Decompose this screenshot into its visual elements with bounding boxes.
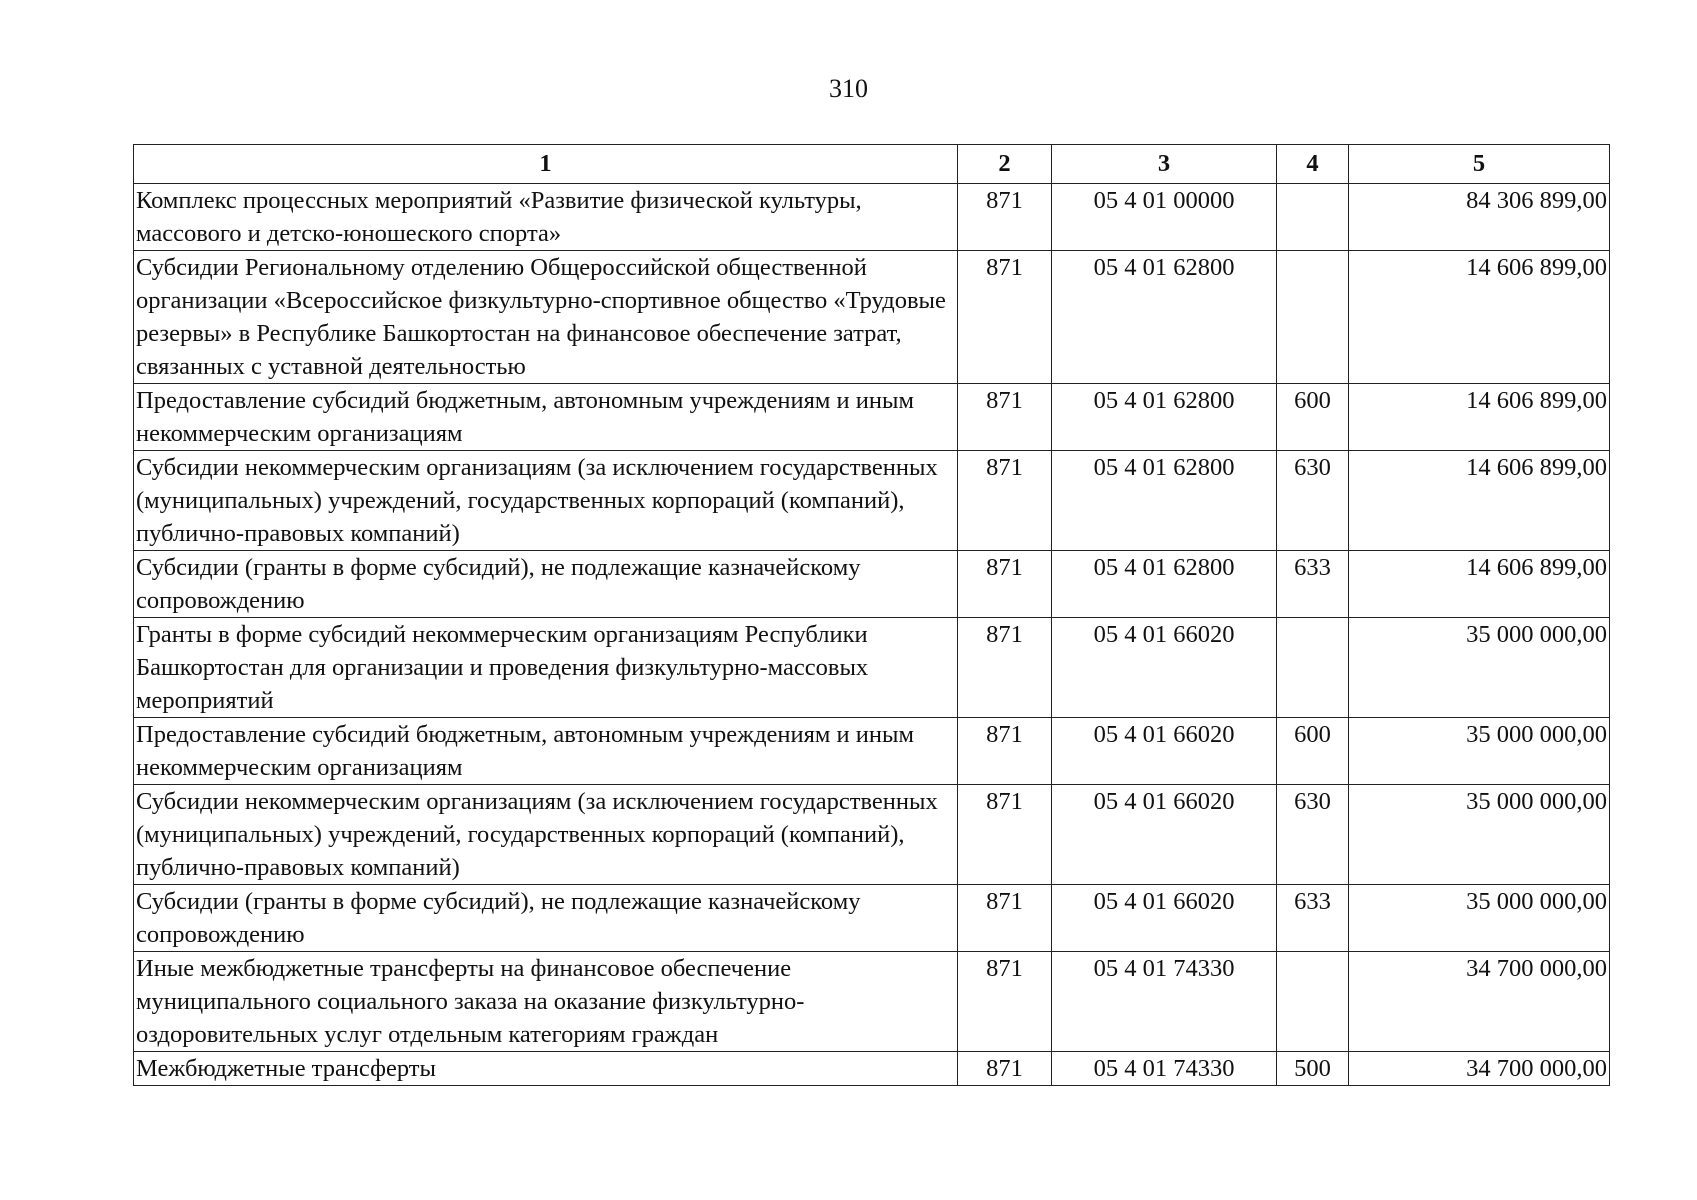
row-name: Иные межбюджетные трансферты на финансовое обеспечение муниципального социального заказа на оказание физкультурно-оздоровительных услуг отдельным категориям граждан <box>134 952 958 1052</box>
row-amount: 35 000 000,00 <box>1349 718 1610 785</box>
row-expense-type: 600 <box>1277 384 1349 451</box>
row-name: Субсидии Региональному отделению Общероссийской общественной организации «Всероссийское физкультурно-спортивное общество «Трудовые резервы» в Республике Башкортостан на финансовое обеспечение затрат, связанных с уставной деятельностью <box>134 251 958 384</box>
row-target-code: 05 4 01 62800 <box>1052 384 1277 451</box>
row-expense-type: 633 <box>1277 551 1349 618</box>
row-amount: 34 700 000,00 <box>1349 952 1610 1052</box>
row-target-code: 05 4 01 66020 <box>1052 885 1277 952</box>
table-row <box>134 885 1610 952</box>
row-amount: 35 000 000,00 <box>1349 618 1610 718</box>
row-admin-code: 871 <box>958 251 1052 384</box>
table-row <box>134 785 1610 885</box>
row-admin-code: 871 <box>958 1052 1052 1086</box>
row-target-code: 05 4 01 66020 <box>1052 718 1277 785</box>
column-header-csr: 3 <box>1052 145 1277 184</box>
page-number: 310 <box>829 74 868 103</box>
row-amount: 35 000 000,00 <box>1349 885 1610 952</box>
row-admin-code: 871 <box>958 184 1052 251</box>
row-amount: 35 000 000,00 <box>1349 785 1610 885</box>
row-admin-code: 871 <box>958 451 1052 551</box>
row-name: Комплекс процессных мероприятий «Развитие физической культуры, массового и детско-юношеского спорта» <box>134 184 958 251</box>
row-target-code: 05 4 01 74330 <box>1052 1052 1277 1086</box>
row-target-code: 05 4 01 74330 <box>1052 952 1277 1052</box>
table-row <box>134 384 1610 451</box>
row-target-code: 05 4 01 62800 <box>1052 451 1277 551</box>
table-row <box>134 1052 1610 1086</box>
table-row <box>134 551 1610 618</box>
row-admin-code: 871 <box>958 885 1052 952</box>
row-admin-code: 871 <box>958 618 1052 718</box>
row-expense-type: 633 <box>1277 885 1349 952</box>
row-target-code: 05 4 01 00000 <box>1052 184 1277 251</box>
row-expense-type <box>1277 251 1349 384</box>
row-expense-type <box>1277 618 1349 718</box>
row-amount: 14 606 899,00 <box>1349 451 1610 551</box>
row-expense-type: 630 <box>1277 451 1349 551</box>
row-name: Предоставление субсидий бюджетным, автономным учреждениям и иным некоммерческим организациям <box>134 384 958 451</box>
row-name: Межбюджетные трансферты <box>134 1052 958 1086</box>
row-amount: 34 700 000,00 <box>1349 1052 1610 1086</box>
table-row <box>134 184 1610 251</box>
row-expense-type: 630 <box>1277 785 1349 885</box>
row-amount: 14 606 899,00 <box>1349 551 1610 618</box>
row-admin-code: 871 <box>958 785 1052 885</box>
row-admin-code: 871 <box>958 384 1052 451</box>
row-admin-code: 871 <box>958 551 1052 618</box>
row-amount: 14 606 899,00 <box>1349 384 1610 451</box>
row-target-code: 05 4 01 62800 <box>1052 551 1277 618</box>
row-target-code: 05 4 01 62800 <box>1052 251 1277 384</box>
row-expense-type <box>1277 184 1349 251</box>
table-row <box>134 952 1610 1052</box>
column-header-admin: 2 <box>958 145 1052 184</box>
row-amount: 14 606 899,00 <box>1349 251 1610 384</box>
row-name: Гранты в форме субсидий некоммерческим организациям Республики Башкортостан для организации и проведения физкультурно-массовых мероприятий <box>134 618 958 718</box>
row-expense-type: 600 <box>1277 718 1349 785</box>
row-name: Субсидии (гранты в форме субсидий), не подлежащие казначейскому сопровождению <box>134 551 958 618</box>
row-admin-code: 871 <box>958 952 1052 1052</box>
row-admin-code: 871 <box>958 718 1052 785</box>
row-name: Предоставление субсидий бюджетным, автономным учреждениям и иным некоммерческим организациям <box>134 718 958 785</box>
row-amount: 84 306 899,00 <box>1349 184 1610 251</box>
row-target-code: 05 4 01 66020 <box>1052 785 1277 885</box>
row-expense-type <box>1277 952 1349 1052</box>
budget-table <box>133 144 1610 1086</box>
row-target-code: 05 4 01 66020 <box>1052 618 1277 718</box>
column-header-name: 1 <box>134 145 958 184</box>
table-row <box>134 251 1610 384</box>
row-name: Субсидии некоммерческим организациям (за исключением государственных (муниципальных) учреждений, государственных корпораций (компаний), публично-правовых компаний) <box>134 785 958 885</box>
table-row <box>134 718 1610 785</box>
row-name: Субсидии некоммерческим организациям (за исключением государственных (муниципальных) учреждений, государственных корпораций (компаний), публично-правовых компаний) <box>134 451 958 551</box>
table-row <box>134 451 1610 551</box>
row-expense-type: 500 <box>1277 1052 1349 1086</box>
column-header-sum: 5 <box>1349 145 1610 184</box>
row-name: Субсидии (гранты в форме субсидий), не подлежащие казначейскому сопровождению <box>134 885 958 952</box>
table-header-row <box>134 145 1610 184</box>
table-row <box>134 618 1610 718</box>
column-header-vr: 4 <box>1277 145 1349 184</box>
